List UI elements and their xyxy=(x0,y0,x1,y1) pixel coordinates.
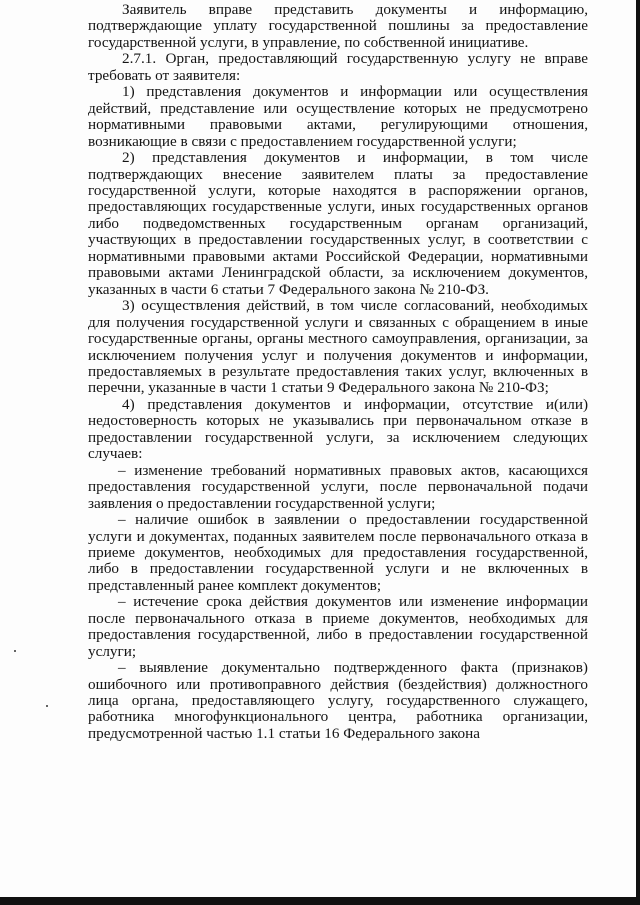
scan-speck xyxy=(14,650,16,652)
paragraph-dash-3: – истечение срока действия документов или изменение информации после первоначального отказа в приеме документов, необходимых для предоставления государственной, либо в предоставлении государственной услуги; xyxy=(88,593,588,660)
scan-speck xyxy=(46,705,48,707)
paragraph-item-1: 1) представления документов и информации или осуществления действий, представление или осуществление которых не предусмотрено нормативными правовыми актами, регулирующими отношения, возникающие в связи с предоставлением государственной услуги; xyxy=(88,83,588,150)
paragraph-dash-1: – изменение требований нормативных правовых актов, касающихся предоставления государственной услуги, после первоначальной подачи заявления о предоставлении государственной услуги; xyxy=(88,461,588,512)
paragraph-item-4: 4) представления документов и информации, отсутствие и(или) недостоверность которых не указывались при первоначальном отказе в предоставлении государственной услуги, за исключением следующих случаев: xyxy=(88,395,588,463)
paragraph-item-2: 2) представления документов и информации, в том числе подтверждающих внесение заявителем платы за предоставление государственной услуги, которые находятся в распоряжении органов, предоставляющих государственные услуги, иных государственных органов либо подведомственных государственным органам организаций, участвующих в предоставлении государственных услуг, в соответствии с нормативными правовыми актами Российской Федерации, нормативными правовыми актами Ленинградской области, за исключением документов, указанных в части 6 статьи 7 Федерального закона № 210-ФЗ. xyxy=(88,149,588,298)
paragraph-2-7-1: 2.7.1. Орган, предоставляющий государственную услугу не вправе требовать от заявителя: xyxy=(88,50,588,84)
paragraph-dash-2: – наличие ошибок в заявлении о предоставлении государственной услуги и документах, поданных заявителем после первоначального отказа в приеме документов, необходимых для предоставления государственной, либо в предоставлении государственной услуги и не включенных в представленный ранее комплект документов; xyxy=(88,511,588,594)
document-body xyxy=(88,2,588,742)
paragraph-fee-documents: Заявитель вправе представить документы и информацию, подтверждающие уплату государственной пошлины за предоставление государственной услуги, в управление, по собственной инициативе. xyxy=(88,1,588,51)
paragraph-item-3: 3) осуществления действий, в том числе согласований, необходимых для получения государственной услуги и связанных с обращением в иные государственные органы, органы местного самоуправления, организации, за исключением получения услуг и получения документов и информации, предоставляемых в результате предоставления таких услуг, включенных в перечни, указанные в части 1 статьи 9 Федерального закона № 210-ФЗ; xyxy=(88,297,588,397)
paragraph-dash-4: – выявление документально подтвержденного факта (признаков) ошибочного или противоправного действия (бездействия) должностного лица органа, предоставляющего услугу, государственного служащего, работника многофункционального центра, работника организации, предусмотренной частью 1.1 статьи 16 Федерального закона xyxy=(88,659,588,742)
